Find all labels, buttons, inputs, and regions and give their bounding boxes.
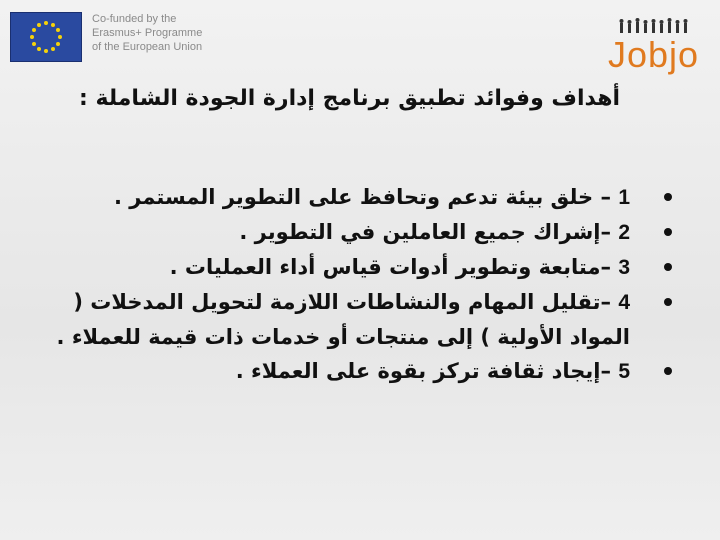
bullet-icon: [664, 228, 672, 236]
eu-cofunded-logo: [10, 12, 230, 62]
list-item: [40, 250, 680, 285]
item-number: 2: [618, 221, 630, 244]
jobjo-wordmark: Jobjo: [608, 34, 700, 75]
item-number: 1: [618, 186, 630, 209]
list-item: [40, 180, 680, 215]
people-figures-icon: [618, 18, 698, 34]
slide-title: أهداف وفوائد تطبيق برنامج إدارة الجودة الشاملة :: [79, 86, 620, 111]
item-text: – خلق بيئة تدعم وتحافظ على التطوير المستمر .: [113, 185, 619, 209]
eu-text-line1: Co-funded by the: [92, 13, 177, 25]
item-number: 5: [618, 360, 630, 383]
eu-text-line3: of the European Union: [92, 41, 203, 53]
list-item: [40, 285, 680, 354]
item-number: 3: [618, 256, 630, 279]
eu-text-line2: Erasmus+ Programme: [92, 27, 203, 39]
list-item: [40, 354, 680, 389]
item-text: –إشراك جميع العاملين في التطوير .: [239, 220, 619, 244]
list-item: [40, 215, 680, 250]
eu-cofunded-text: [92, 12, 242, 54]
bullet-icon: [664, 298, 672, 306]
item-text: –متابعة وتطوير أدوات قياس أداء العمليات .: [169, 255, 619, 279]
item-number: 4: [618, 291, 630, 314]
bullet-icon: [664, 263, 672, 271]
jobjo-logo: [608, 18, 698, 84]
item-text: –تقليل المهام والنشاطات اللازمة لتحويل المدخلات ( المواد الأولية ) إلى منتجات أو خدمات ذات قيمة للعملاء .: [56, 290, 630, 349]
eu-flag-icon: [10, 12, 82, 62]
bullet-icon: [664, 193, 672, 201]
item-text: –إيجاد ثقافة تركز بقوة على العملاء .: [235, 359, 619, 383]
bullet-icon: [664, 367, 672, 375]
bullet-list: [40, 180, 680, 389]
